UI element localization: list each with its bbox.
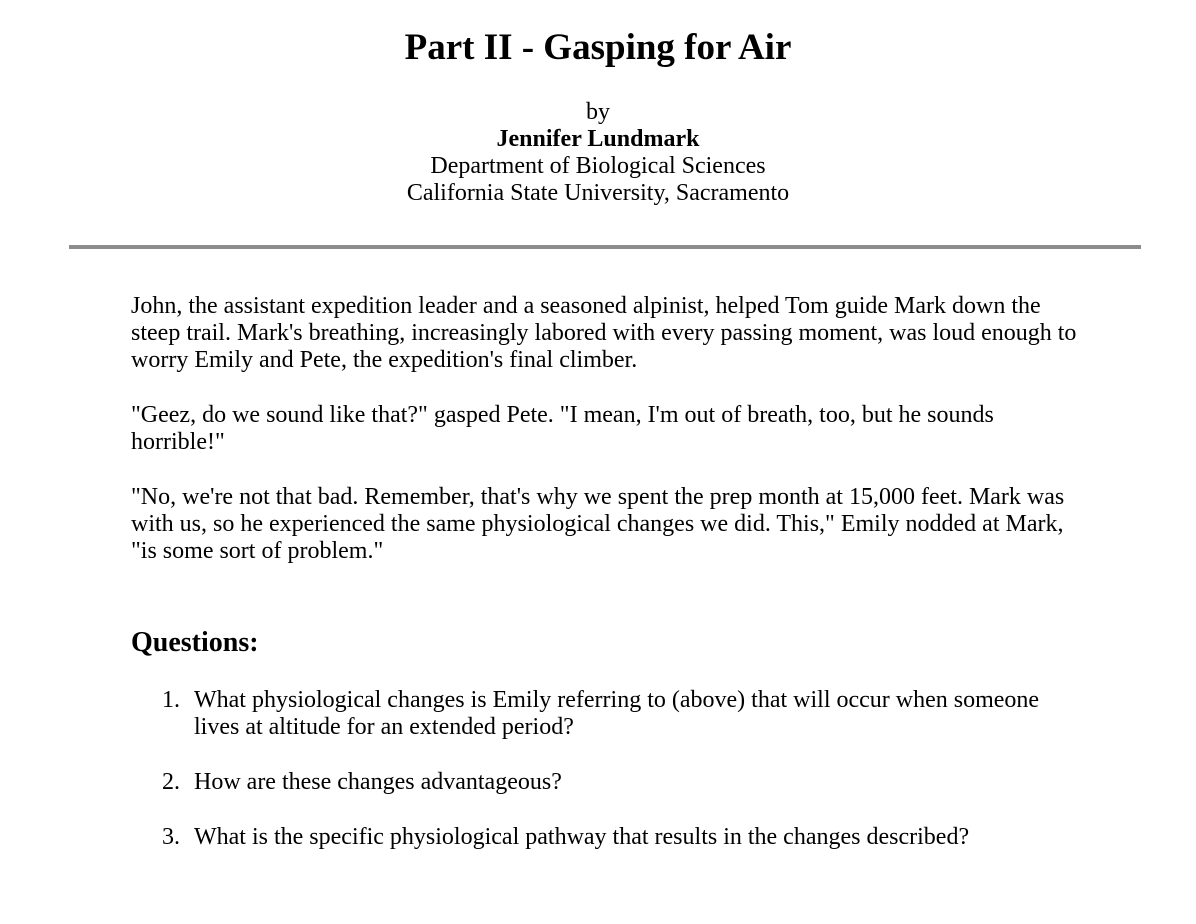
questions-heading: Questions: xyxy=(131,627,259,658)
horizontal-divider xyxy=(69,245,1141,249)
question-text: How are these changes advantageous? xyxy=(194,769,562,795)
byline xyxy=(0,99,1196,207)
story-paragraph: John, the assistant expedition leader and a seasoned alpinist, helped Tom guide Mark down the steep trail. Mark's breathing, increasingly labored with every passing moment, was loud enough to worry Emily and Pete, the expedition's final climber. xyxy=(131,293,1077,373)
document-title: Part II - Gasping for Air xyxy=(404,27,792,68)
question-item xyxy=(131,769,1091,796)
questions-list xyxy=(131,687,1091,879)
author-department: Department of Biological Sciences xyxy=(430,153,766,179)
story-paragraph: "Geez, do we sound like that?" gasped Pete. "I mean, I'm out of breath, too, but he sounds horrible!" xyxy=(131,402,994,455)
author-name: Jennifer Lundmark xyxy=(496,126,700,152)
question-text: What physiological changes is Emily referring to (above) that will occur when someone lives at altitude for an extended period? xyxy=(194,687,1040,740)
author-institution: California State University, Sacramento xyxy=(406,180,790,206)
question-number xyxy=(131,824,194,851)
question-number-label: 2. xyxy=(162,769,180,795)
question-item xyxy=(131,824,1091,851)
byline-by: by xyxy=(586,99,610,125)
question-number-label: 1. xyxy=(162,687,180,713)
story-body xyxy=(131,293,1091,593)
story-paragraph: "No, we're not that bad. Remember, that's why we spent the prep month at 15,000 feet. Mark was with us, so he experienced the same physiological changes we did. This," Emily nodded at Mark, "is some sort of problem." xyxy=(131,484,1065,564)
question-number xyxy=(131,687,194,741)
question-number-label: 3. xyxy=(162,824,180,850)
question-item xyxy=(131,687,1091,741)
question-text: What is the specific physiological pathway that results in the changes described? xyxy=(194,824,970,850)
question-number xyxy=(131,769,194,796)
